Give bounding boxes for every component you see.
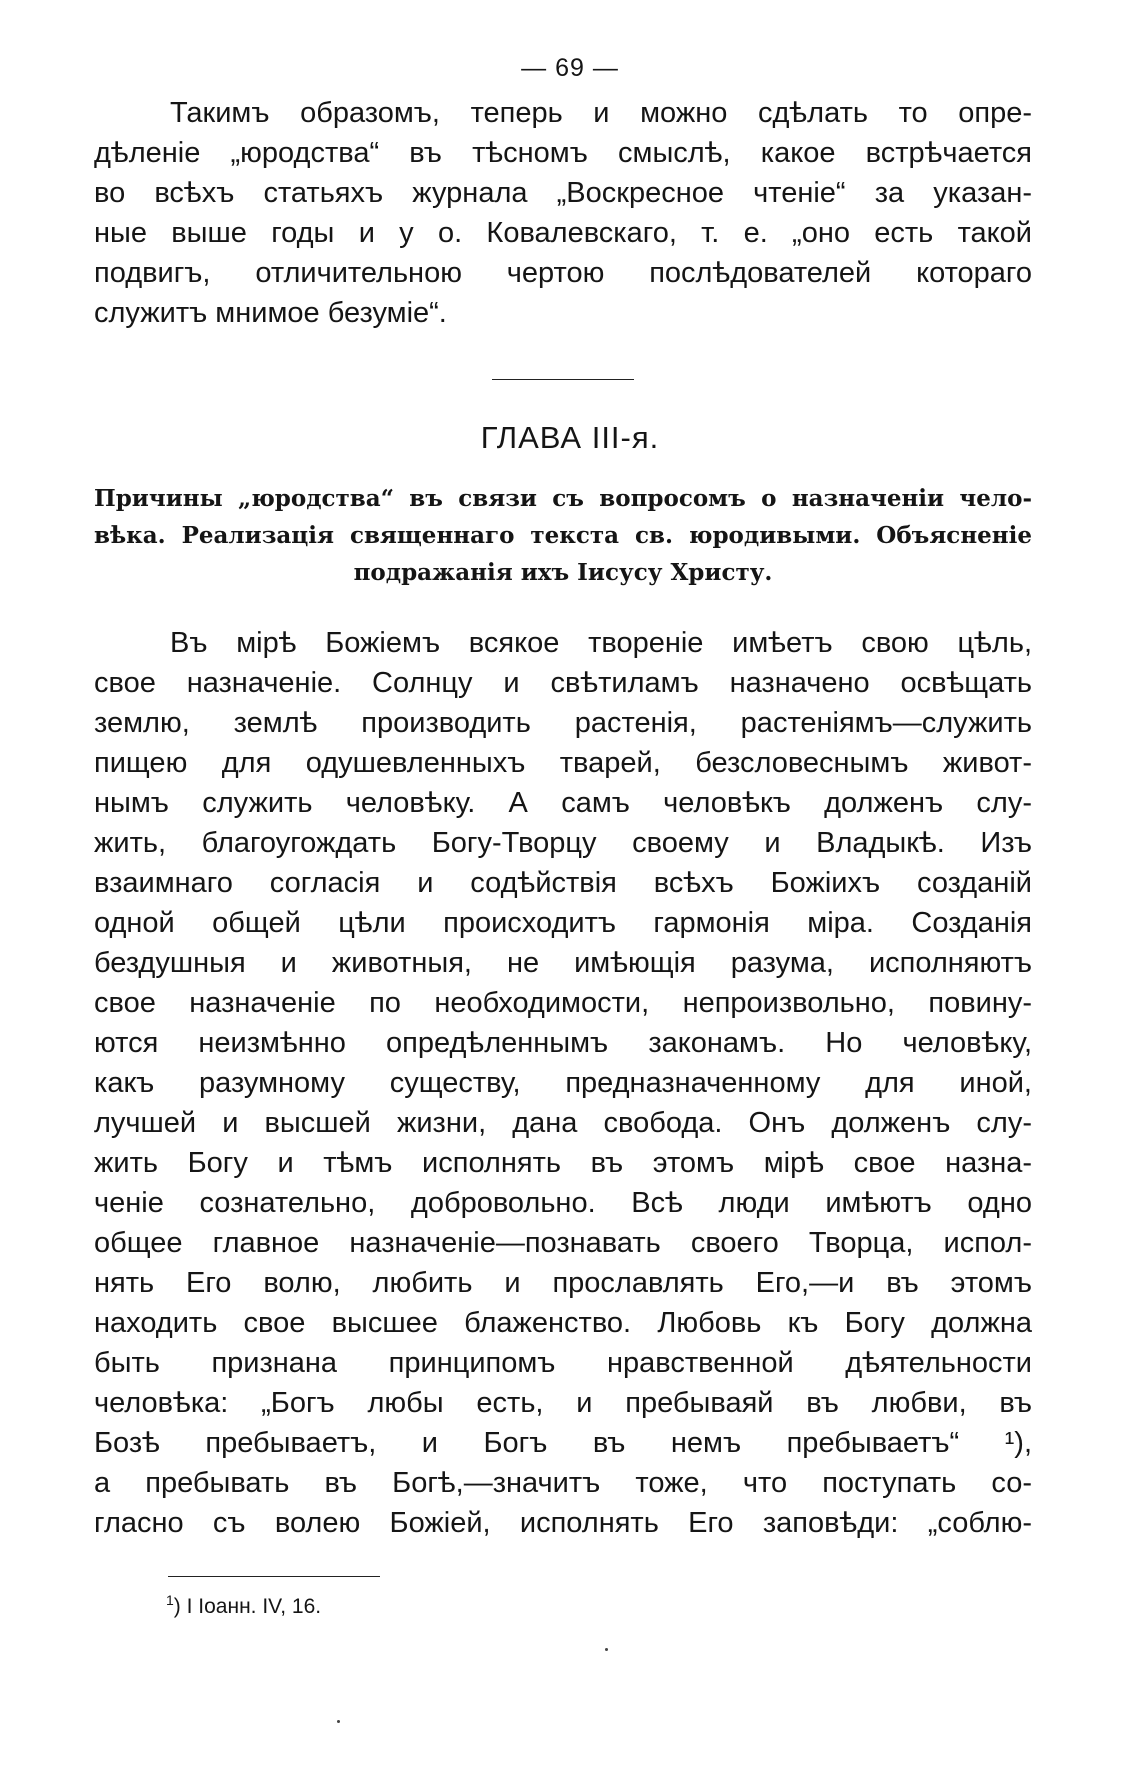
text-line: ченіе сознательно, добровольно. Всѣ люди имѣютъ одно	[94, 1187, 1032, 1219]
text-line: дѣленіе „юродства“ въ тѣсномъ смыслѣ, какое встрѣчается	[94, 137, 1032, 169]
paper-speck	[605, 1648, 608, 1651]
text-line: гласно съ волею Божіей, исполнять Его заповѣди: „соблю-	[94, 1507, 1032, 1539]
text-line: пищею для одушевленныхъ тварей, безсловеснымъ живот-	[94, 747, 1032, 779]
body-paragraph	[94, 623, 1032, 1543]
text-line: жить Богу и тѣмъ исполнять въ этомъ мірѣ свое назна-	[94, 1147, 1032, 1179]
text-line: одной общей цѣли происходитъ гармонія міра. Созданія	[94, 907, 1032, 939]
footnote-marker: 1	[166, 1592, 174, 1608]
footnote	[166, 1592, 321, 1619]
section-divider	[492, 379, 634, 380]
text-line: нять Его волю, любить и прославлять Его,—и въ этомъ	[94, 1267, 1032, 1299]
text-line: бездушныя и животныя, не имѣющія разума, исполняютъ	[94, 947, 1032, 979]
chapter-subtitle	[94, 480, 1032, 591]
text-line: человѣка: „Богъ любы есть, и пребываяй въ любви, въ	[94, 1387, 1032, 1419]
text-line: а пребывать въ Богѣ,—значитъ тоже, что поступать со-	[94, 1467, 1032, 1499]
text-line: Такимъ образомъ, теперь и можно сдѣлать то опре-	[170, 97, 1032, 129]
subtitle-line: вѣка. Реализація священнаго текста св. юродивыми. Объясненіе	[94, 522, 1032, 549]
text-line: нымъ служить человѣку. А самъ человѣкъ долженъ слу-	[94, 787, 1032, 819]
text-line: подвигъ, отличительною чертою послѣдователей котораго	[94, 257, 1032, 289]
text-line: находить свое высшее блаженство. Любовь къ Богу должна	[94, 1307, 1032, 1339]
intro-paragraph	[94, 93, 1032, 333]
text-line: быть признана принципомъ нравственной дѣятельности	[94, 1347, 1032, 1379]
footnote-divider	[168, 1576, 380, 1577]
text-line: ные выше годы и у о. Ковалевскаго, т. е. „оно есть такой	[94, 217, 1032, 249]
text-line: взаимнаго согласія и содѣйствія всѣхъ Божіихъ созданій	[94, 867, 1032, 899]
subtitle-line: Причины „юродства“ въ связи съ вопросомъ о назначеніи чело-	[94, 485, 1032, 512]
text-line: во всѣхъ статьяхъ журнала „Воскресное чтеніе“ за указан-	[94, 177, 1032, 209]
paper-speck	[337, 1720, 340, 1723]
text-line: лучшей и высшей жизни, дана свобода. Онъ долженъ слу-	[94, 1107, 1032, 1139]
footnote-text: ) І Іоанн. IV, 16.	[173, 1595, 322, 1618]
chapter-title: ГЛАВА III-я.	[480, 420, 660, 455]
text-line: свое назначеніе. Солнцу и свѣтиламъ назначено освѣщать	[94, 667, 1032, 699]
text-line: Бозѣ пребываетъ, и Богъ въ немъ пребываетъ“ ¹),	[94, 1427, 1032, 1459]
text-line: жить, благоугождать Богу-Творцу своему и Владыкѣ. Изъ	[94, 827, 1032, 859]
text-line: свое назначеніе по необходимости, непроизвольно, повину-	[94, 987, 1032, 1019]
text-line: общее главное назначеніе—познавать своего Творца, испол-	[94, 1227, 1032, 1259]
text-line: Въ мірѣ Божіемъ всякое твореніе имѣетъ свою цѣль,	[170, 627, 1032, 659]
page-number: — 69 —	[521, 54, 619, 82]
text-line: ются неизмѣнно опредѣленнымъ законамъ. Но человѣку,	[94, 1027, 1032, 1059]
text-line: какъ разумному существу, предназначенному для иной,	[94, 1067, 1032, 1099]
text-line: служитъ мнимое безуміе“.	[94, 297, 447, 329]
text-line: землю, землѣ производить растенія, растеніямъ—служить	[94, 707, 1032, 739]
subtitle-line: подражанія ихъ Іисусу Христу.	[353, 559, 773, 586]
